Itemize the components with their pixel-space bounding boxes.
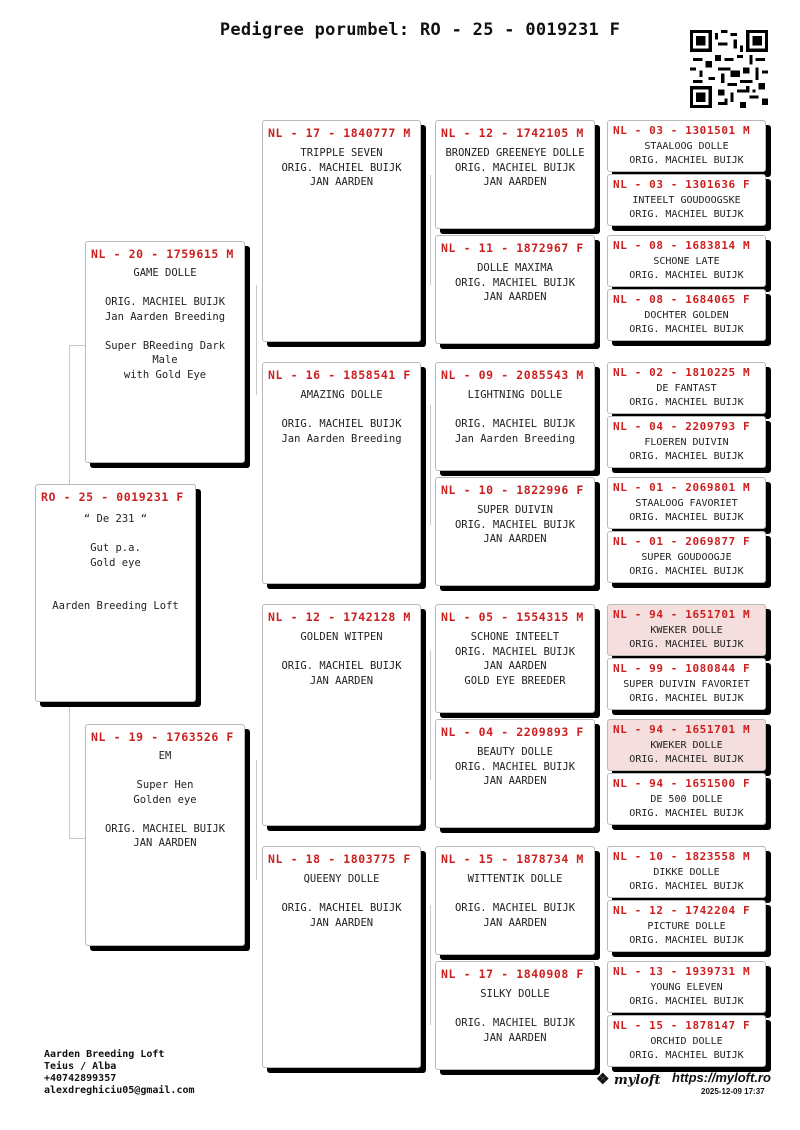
ring-number: NL - 15 - 1878734 M bbox=[441, 852, 584, 866]
ring-number: NL - 08 - 1684065 F bbox=[613, 293, 751, 306]
generated-date: 2025-12-09 17:37 bbox=[701, 1087, 765, 1096]
pigeon-details: DE FANTAST ORIG. MACHIEL BUIJK bbox=[629, 383, 744, 408]
pigeon-details: BRONZED GREENEYE DOLLE ORIG. MACHIEL BUIJK JAN AARDEN bbox=[445, 147, 585, 188]
pigeon-details: SCHONE LATE ORIG. MACHIEL BUIJK bbox=[629, 256, 744, 281]
ring-number: NL - 15 - 1878147 F bbox=[613, 1019, 751, 1032]
great-grandparent-card[interactable] bbox=[435, 120, 595, 229]
great-grandparent-card[interactable] bbox=[435, 961, 595, 1070]
loft-name: Aarden Breeding Loft bbox=[44, 1049, 165, 1060]
ancestor-card-highlighted[interactable] bbox=[607, 719, 766, 771]
myloft-logo: ❖ myloft bbox=[596, 1070, 661, 1088]
great-grandparent-card[interactable] bbox=[435, 846, 595, 955]
pigeon-details: YOUNG ELEVEN ORIG. MACHIEL BUIJK bbox=[629, 982, 744, 1007]
ring-number: NL - 12 - 1742128 M bbox=[268, 610, 411, 624]
ancestor-card-highlighted[interactable] bbox=[607, 604, 766, 656]
pigeon-details: STAALOOG DOLLE ORIG. MACHIEL BUIJK bbox=[629, 141, 744, 166]
ring-number: NL - 03 - 1301636 F bbox=[613, 178, 751, 191]
ancestor-card[interactable] bbox=[607, 846, 766, 898]
ring-number: RO - 25 - 0019231 F bbox=[41, 490, 184, 504]
ancestor-card[interactable] bbox=[607, 900, 766, 952]
pigeon-details: WITTENTIK DOLLE ORIG. MACHIEL BUIJK JAN AARDEN bbox=[454, 873, 576, 929]
ring-number: NL - 10 - 1823558 M bbox=[613, 850, 751, 863]
ancestor-card[interactable] bbox=[607, 531, 766, 583]
page-title: Pedigree porumbel: RO - 25 - 0019231 F bbox=[219, 20, 621, 40]
pigeon-details: FLOEREN DUIVIN ORIG. MACHIEL BUIJK bbox=[629, 437, 744, 462]
ring-number: NL - 94 - 1651701 M bbox=[613, 723, 751, 736]
ring-number: NL - 09 - 2085543 M bbox=[441, 368, 584, 382]
pigeon-details: BEAUTY DOLLE ORIG. MACHIEL BUIJK JAN AARDEN bbox=[454, 746, 576, 787]
ring-number: NL - 02 - 1810225 M bbox=[613, 366, 751, 379]
ancestor-card[interactable] bbox=[607, 658, 766, 710]
ring-number: NL - 17 - 1840908 F bbox=[441, 967, 584, 981]
sire-card[interactable] bbox=[85, 241, 245, 463]
ring-number: NL - 12 - 1742105 M bbox=[441, 126, 584, 140]
grandparent-card[interactable] bbox=[262, 846, 421, 1068]
pigeon-details: SUPER GOUDOOGJE ORIG. MACHIEL BUIJK bbox=[629, 552, 744, 577]
ring-number: NL - 03 - 1301501 M bbox=[613, 124, 751, 137]
ring-number: NL - 04 - 2209793 F bbox=[613, 420, 751, 433]
ring-number: NL - 19 - 1763526 F bbox=[91, 730, 234, 744]
ring-number: NL - 05 - 1554315 M bbox=[441, 610, 584, 624]
great-grandparent-card[interactable] bbox=[435, 719, 595, 828]
dam-card[interactable] bbox=[85, 724, 245, 946]
grandparent-card[interactable] bbox=[262, 120, 421, 342]
brand-block bbox=[596, 1070, 771, 1096]
grandparent-card[interactable] bbox=[262, 604, 421, 826]
ring-number: NL - 08 - 1683814 M bbox=[613, 239, 751, 252]
location: Teius / Alba bbox=[44, 1061, 117, 1072]
pigeon-details: AMAZING DOLLE ORIG. MACHIEL BUIJK Jan Aarden Breeding bbox=[281, 389, 402, 445]
ring-number: NL - 99 - 1080844 F bbox=[613, 662, 751, 675]
pigeon-details: GOLDEN WITPEN ORIG. MACHIEL BUIJK JAN AARDEN bbox=[281, 631, 402, 687]
ring-number: NL - 04 - 2209893 F bbox=[441, 725, 584, 739]
ancestor-card[interactable] bbox=[607, 477, 766, 529]
pigeon-details: STAALOOG FAVORIET ORIG. MACHIEL BUIJK bbox=[629, 498, 744, 523]
pigeon-details: SILKY DOLLE ORIG. MACHIEL BUIJK JAN AARDEN bbox=[454, 988, 576, 1044]
ring-number: NL - 94 - 1651500 F bbox=[613, 777, 751, 790]
pigeon-details: “ De 231 “ Gut p.a. Gold eye Aarden Breeding Loft bbox=[52, 513, 179, 612]
ancestor-card[interactable] bbox=[607, 416, 766, 468]
ring-number: NL - 94 - 1651701 M bbox=[613, 608, 751, 621]
great-grandparent-card[interactable] bbox=[435, 477, 595, 586]
ancestor-card[interactable] bbox=[607, 1015, 766, 1067]
pigeon-details: SUPER DUIVIN FAVORIET ORIG. MACHIEL BUIJK bbox=[623, 679, 750, 704]
pigeon-details: KWEKER DOLLE ORIG. MACHIEL BUIJK bbox=[629, 625, 744, 650]
subject-pigeon-card[interactable] bbox=[35, 484, 196, 702]
owner-contact bbox=[44, 1049, 195, 1097]
pigeon-details: GAME DOLLE ORIG. MACHIEL BUIJK Jan Aarden Breeding Super BReeding Dark Male with Gold Eye bbox=[104, 267, 226, 381]
pigeon-details: KWEKER DOLLE ORIG. MACHIEL BUIJK bbox=[629, 740, 744, 765]
pigeon-details: PICTURE DOLLE ORIG. MACHIEL BUIJK bbox=[629, 921, 744, 946]
pigeon-details: LIGHTNING DOLLE ORIG. MACHIEL BUIJK Jan Aarden Breeding bbox=[454, 389, 576, 445]
ring-number: NL - 01 - 2069801 M bbox=[613, 481, 751, 494]
ring-number: NL - 11 - 1872967 F bbox=[441, 241, 584, 255]
great-grandparent-card[interactable] bbox=[435, 235, 595, 344]
ring-number: NL - 13 - 1939731 M bbox=[613, 965, 751, 978]
phone[interactable]: +40742899357 bbox=[44, 1073, 117, 1084]
pigeon-details: DOCHTER GOLDEN ORIG. MACHIEL BUIJK bbox=[629, 310, 744, 335]
qr-code bbox=[690, 30, 768, 108]
grandparent-card[interactable] bbox=[262, 362, 421, 584]
ring-number: NL - 12 - 1742204 F bbox=[613, 904, 751, 917]
great-grandparent-card[interactable] bbox=[435, 362, 595, 471]
ancestor-card[interactable] bbox=[607, 362, 766, 414]
ancestor-card[interactable] bbox=[607, 773, 766, 825]
ring-number: NL - 10 - 1822996 F bbox=[441, 483, 584, 497]
ring-number: NL - 18 - 1803775 F bbox=[268, 852, 411, 866]
ancestor-card[interactable] bbox=[607, 235, 766, 287]
great-grandparent-card[interactable] bbox=[435, 604, 595, 713]
pigeon-details: DOLLE MAXIMA ORIG. MACHIEL BUIJK JAN AARDEN bbox=[454, 262, 576, 303]
ancestor-card[interactable] bbox=[607, 961, 766, 1013]
ancestor-card[interactable] bbox=[607, 174, 766, 226]
ring-number: NL - 17 - 1840777 M bbox=[268, 126, 411, 140]
pigeon-details: SUPER DUIVIN ORIG. MACHIEL BUIJK JAN AARDEN bbox=[454, 504, 576, 545]
pigeon-details: QUEENY DOLLE ORIG. MACHIEL BUIJK JAN AARDEN bbox=[281, 873, 402, 929]
ancestor-card[interactable] bbox=[607, 289, 766, 341]
website-link[interactable]: https://myloft.ro bbox=[672, 1070, 771, 1085]
pigeon-details: SCHONE INTEELT ORIG. MACHIEL BUIJK JAN AARDEN GOLD EYE BREEDER bbox=[454, 631, 576, 687]
pigeon-details: ORCHID DOLLE ORIG. MACHIEL BUIJK bbox=[629, 1036, 744, 1061]
ring-number: NL - 16 - 1858541 F bbox=[268, 368, 411, 382]
ancestor-card[interactable] bbox=[607, 120, 766, 172]
ring-number: NL - 20 - 1759615 M bbox=[91, 247, 234, 261]
pigeon-details: DE 500 DOLLE ORIG. MACHIEL BUIJK bbox=[629, 794, 744, 819]
email[interactable]: alexdreghiciu05@gmail.com bbox=[44, 1085, 195, 1096]
pigeon-details: EM Super Hen Golden eye ORIG. MACHIEL BUIJK JAN AARDEN bbox=[104, 750, 226, 849]
pigeon-details: DIKKE DOLLE ORIG. MACHIEL BUIJK bbox=[629, 867, 744, 892]
pigeon-details: INTEELT GOUDOOGSKE ORIG. MACHIEL BUIJK bbox=[629, 195, 744, 220]
pigeon-details: TRIPPLE SEVEN ORIG. MACHIEL BUIJK JAN AARDEN bbox=[281, 147, 402, 188]
pigeon-icon: ❖ bbox=[596, 1070, 610, 1088]
ring-number: NL - 01 - 2069877 F bbox=[613, 535, 751, 548]
